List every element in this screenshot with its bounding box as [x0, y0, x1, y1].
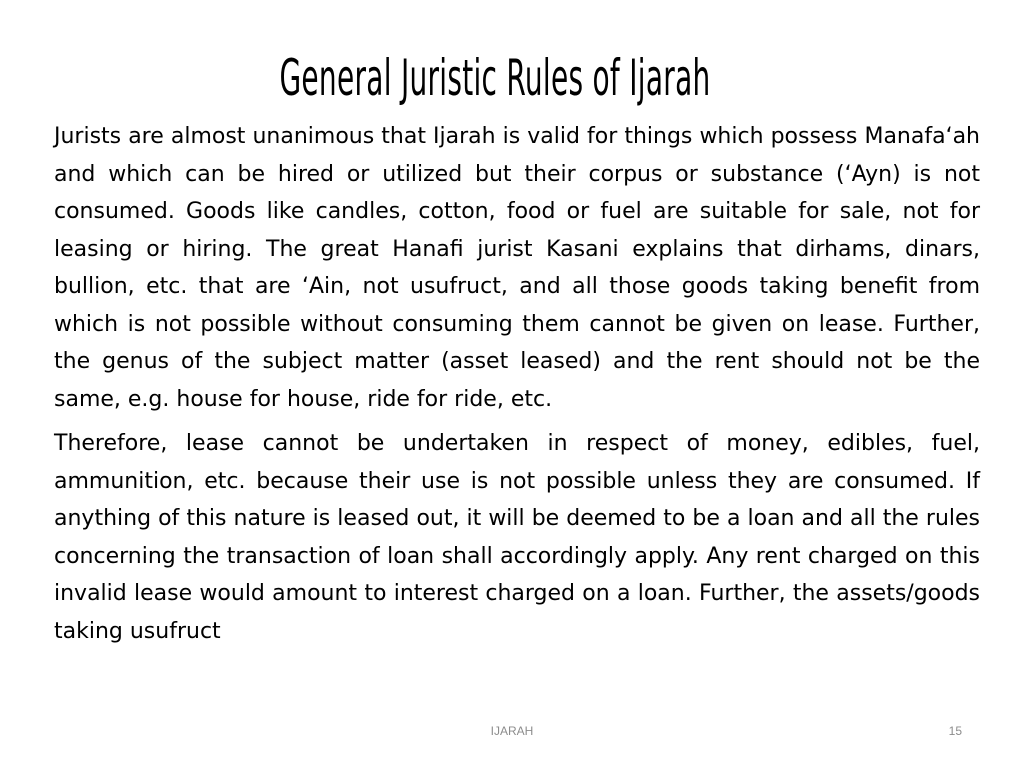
- slide-body: [54, 118, 980, 650]
- body-paragraph-1: Jurists are almost unanimous that Ijarah is valid for things which possess Manafa‘ah and which can be hired or utilized but their corpus or substance (‘Ayn) is not consumed. Goods like candles, cotton, food or fuel are suitable for sale, not for leasing or hiring. The great Hanafi jurist Kasani explains that dirhams, dinars, bullion, etc. that are ‘Ain, not usufruct, and all those goods taking benefit from which is not possible without consuming them cannot be given on lease. Further, the genus of the subject matter (asset leased) and the rent should not be the same, e.g. house for house, ride for ride, etc.: [54, 124, 980, 412]
- body-paragraph-2: Therefore, lease cannot be undertaken in respect of money, edibles, fuel, ammunition, etc. because their use is not possible unless they are consumed. If anything of this nature is leased out, it will be deemed to be a loan and all the rules concerning the transaction of loan shall accordingly apply. Any rent charged on this invalid lease would amount to interest charged on a loan. Further, the assets/goods taking usufruct: [54, 431, 980, 644]
- slide-title: General Juristic Rules of Ijarah: [279, 49, 711, 107]
- page-number: 15: [948, 724, 962, 738]
- footer-label: IJARAH: [490, 724, 534, 738]
